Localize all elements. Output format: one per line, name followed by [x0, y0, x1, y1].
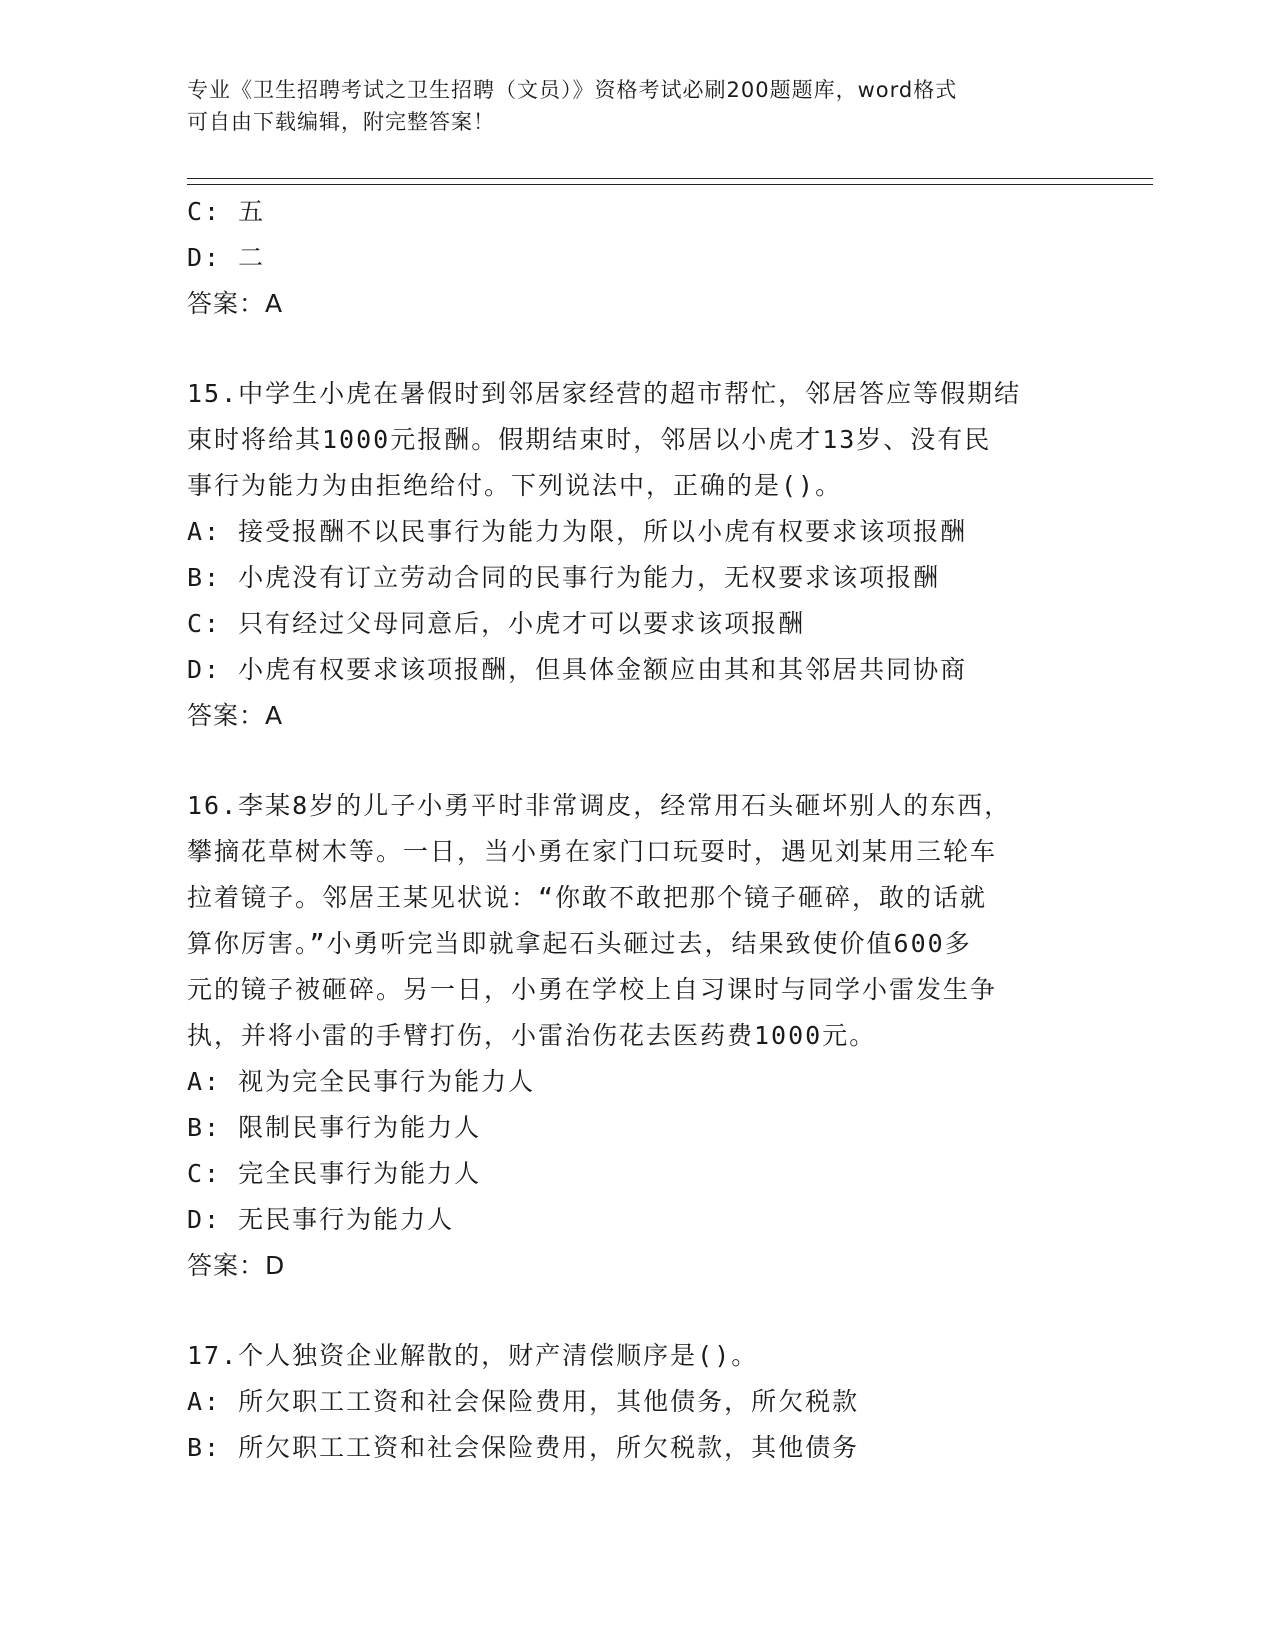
option-a: A: 接受报酬不以民事行为能力为限，所以小虎有权要求该项报酬 [187, 517, 968, 546]
option-d: D: 二 [187, 243, 266, 272]
question-text-line: 15.中学生小虎在暑假时到邻居家经营的超市帮忙，邻居答应等假期结 [187, 379, 1022, 408]
question-16 [187, 783, 1087, 1289]
header-divider-top [187, 178, 1153, 179]
question-text-line: 16.李某8岁的儿子小勇平时非常调皮，经常用石头砸坏别人的东西， [187, 791, 1012, 820]
option-a: A: 所欠职工工资和社会保险费用，其他债务，所欠税款 [187, 1387, 860, 1416]
header-line-1: 专业《卫生招聘考试之卫生招聘（文员）》资格考试必刷200题题库，word格式 [187, 78, 958, 102]
question-text-line: 17.个人独资企业解散的，财产清偿顺序是()。 [187, 1341, 759, 1370]
header-line-2: 可自由下载编辑，附完整答案！ [187, 110, 495, 134]
previous-question [187, 189, 1087, 327]
question-text-line: 元的镜子被砸碎。另一日，小勇在学校上自习课时与同学小雷发生争 [187, 975, 998, 1004]
question-text-line: 束时将给其1000元报酬。假期结束时，邻居以小虎才13岁、没有民 [187, 425, 992, 454]
option-c: C: 只有经过父母同意后，小虎才可以要求该项报酬 [187, 609, 806, 638]
question-text-line: 算你厉害。”小勇听完当即就拿起石头砸过去，结果致使价值600多 [187, 929, 972, 958]
header-divider-bottom [187, 184, 1153, 185]
answer-label: 答案：A [187, 701, 284, 730]
question-15 [187, 371, 1087, 739]
spacer [187, 1289, 1087, 1333]
document-body [187, 189, 1087, 1471]
answer-label: 答案：D [187, 1251, 286, 1280]
option-b: B: 小虎没有订立劳动合同的民事行为能力，无权要求该项报酬 [187, 563, 941, 592]
question-text-line: 事行为能力为由拒绝给付。下列说法中，正确的是()。 [187, 471, 843, 500]
spacer [187, 739, 1087, 783]
question-text-line: 拉着镜子。邻居王某见状说：“你敢不敢把那个镜子砸碎，敢的话就 [187, 883, 988, 912]
option-d: D: 小虎有权要求该项报酬，但具体金额应由其和其邻居共同协商 [187, 655, 968, 684]
option-a: A: 视为完全民事行为能力人 [187, 1067, 536, 1096]
question-17 [187, 1333, 1087, 1471]
document-header [187, 74, 1087, 138]
option-b: B: 限制民事行为能力人 [187, 1113, 482, 1142]
option-b: B: 所欠职工工资和社会保险费用，所欠税款，其他债务 [187, 1433, 860, 1462]
spacer [187, 327, 1087, 371]
option-d: D: 无民事行为能力人 [187, 1205, 455, 1234]
option-c: C: 五 [187, 197, 266, 226]
answer-label: 答案：A [187, 289, 284, 318]
question-text-line: 执，并将小雷的手臂打伤，小雷治伤花去医药费1000元。 [187, 1021, 877, 1050]
option-c: C: 完全民事行为能力人 [187, 1159, 482, 1188]
question-text-line: 攀摘花草树木等。一日，当小勇在家门口玩耍时，遇见刘某用三轮车 [187, 837, 998, 866]
